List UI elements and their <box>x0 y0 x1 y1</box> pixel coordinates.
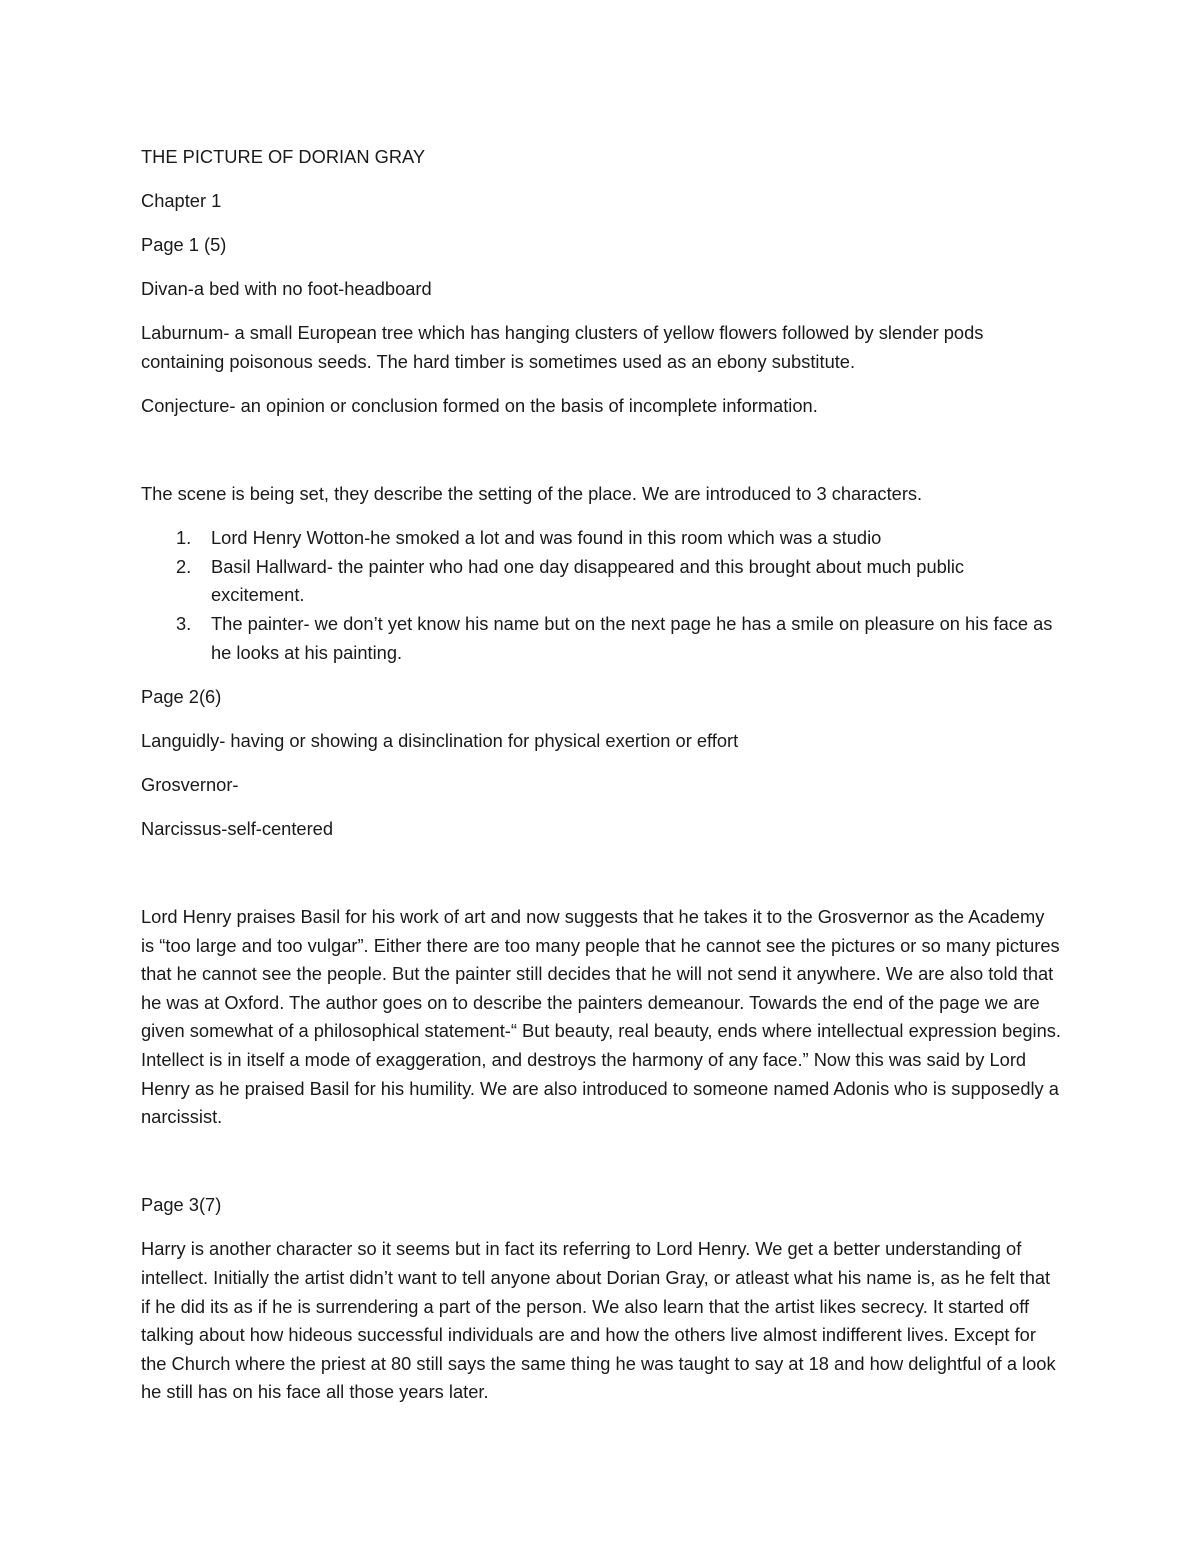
list-item <box>176 553 1061 610</box>
page-2-summary-paragraph: Lord Henry praises Basil for his work of art and now suggests that he takes it to the Grosvernor as the Academy is “too large and too vulgar”. Either there are too many people that he cannot see the pictures or so many pictures that he cannot see the people. But the painter still decides that he will not send it anywhere. We are also told that he was at Oxford. The author goes on to describe the painters demeanour. Towards the end of the page we are given somewhat of a philosophical statement-“ But beauty, real beauty, ends where intellectual expression begins. Intellect is in itself a mode of exaggeration, and destroys the harmony of any face.” Now this was said by Lord Henry as he praised Basil for his humility. We are also introduced to someone named Adonis who is supposedly a narcissist. <box>141 906 1062 1128</box>
definition-laburnum: Laburnum- a small European tree which has hanging clusters of yellow flowers followed by slender pods containing poisonous seeds. The hard timber is sometimes used as an ebony substitute. <box>141 322 984 372</box>
page-3-summary-paragraph: Harry is another character so it seems but in fact its referring to Lord Henry. We get a better understanding of intellect. Initially the artist didn’t want to tell anyone about Dorian Gray, or atleast what his name is, as he felt that if he did its as if he is surrendering a part of the person. We also learn that the artist likes secrecy. It started off talking about how hideous successful individuals are and how the others live almost indifferent lives. Except for the Church where the priest at 80 still says the same thing he was taught to say at 18 and how delightful of a look he still has on his face all those years later. <box>141 1238 1056 1403</box>
page-1-heading: Page 1 (5) <box>141 234 227 256</box>
document-page <box>141 143 1061 1423</box>
blank-line <box>141 859 1061 903</box>
blank-line <box>141 436 1061 480</box>
page-3-heading: Page 3(7) <box>141 1194 222 1216</box>
definition-narcissus: Narcissus-self-centered <box>141 818 334 839</box>
list-item-number: 2. <box>176 555 192 577</box>
list-item-text: Lord Henry Wotton-he smoked a lot and was found in this room which was a studio <box>211 527 882 549</box>
list-item-number: 1. <box>176 527 192 549</box>
list-item-number: 3. <box>176 613 192 635</box>
definition-conjecture: Conjecture- an opinion or conclusion formed on the basis of incomplete information. <box>141 395 818 417</box>
list-item-text: Basil Hallward- the painter who had one day disappeared and this brought about much public excitement. <box>211 555 965 606</box>
blank-line <box>141 1147 1061 1191</box>
definition-languidly: Languidly- having or showing a disinclination for physical exertion or effort <box>141 729 739 751</box>
list-item-text: The painter- we don’t yet know his name but on the next page he has a smile on pleasure on his face as he looks at his painting. <box>211 613 1053 663</box>
document-title: THE PICTURE OF DORIAN GRAY <box>141 146 426 167</box>
characters-list <box>141 524 1061 667</box>
definition-grosvernor: Grosvernor- <box>141 773 239 795</box>
definition-divan: Divan-a bed with no foot-headboard <box>141 278 432 300</box>
page-2-heading: Page 2(6) <box>141 685 222 707</box>
list-item <box>176 524 1061 553</box>
list-item <box>176 610 1061 667</box>
chapter-heading: Chapter 1 <box>141 190 222 212</box>
scene-intro-paragraph: The scene is being set, they describe the setting of the place. We are introduced to 3 characters. <box>141 483 923 505</box>
